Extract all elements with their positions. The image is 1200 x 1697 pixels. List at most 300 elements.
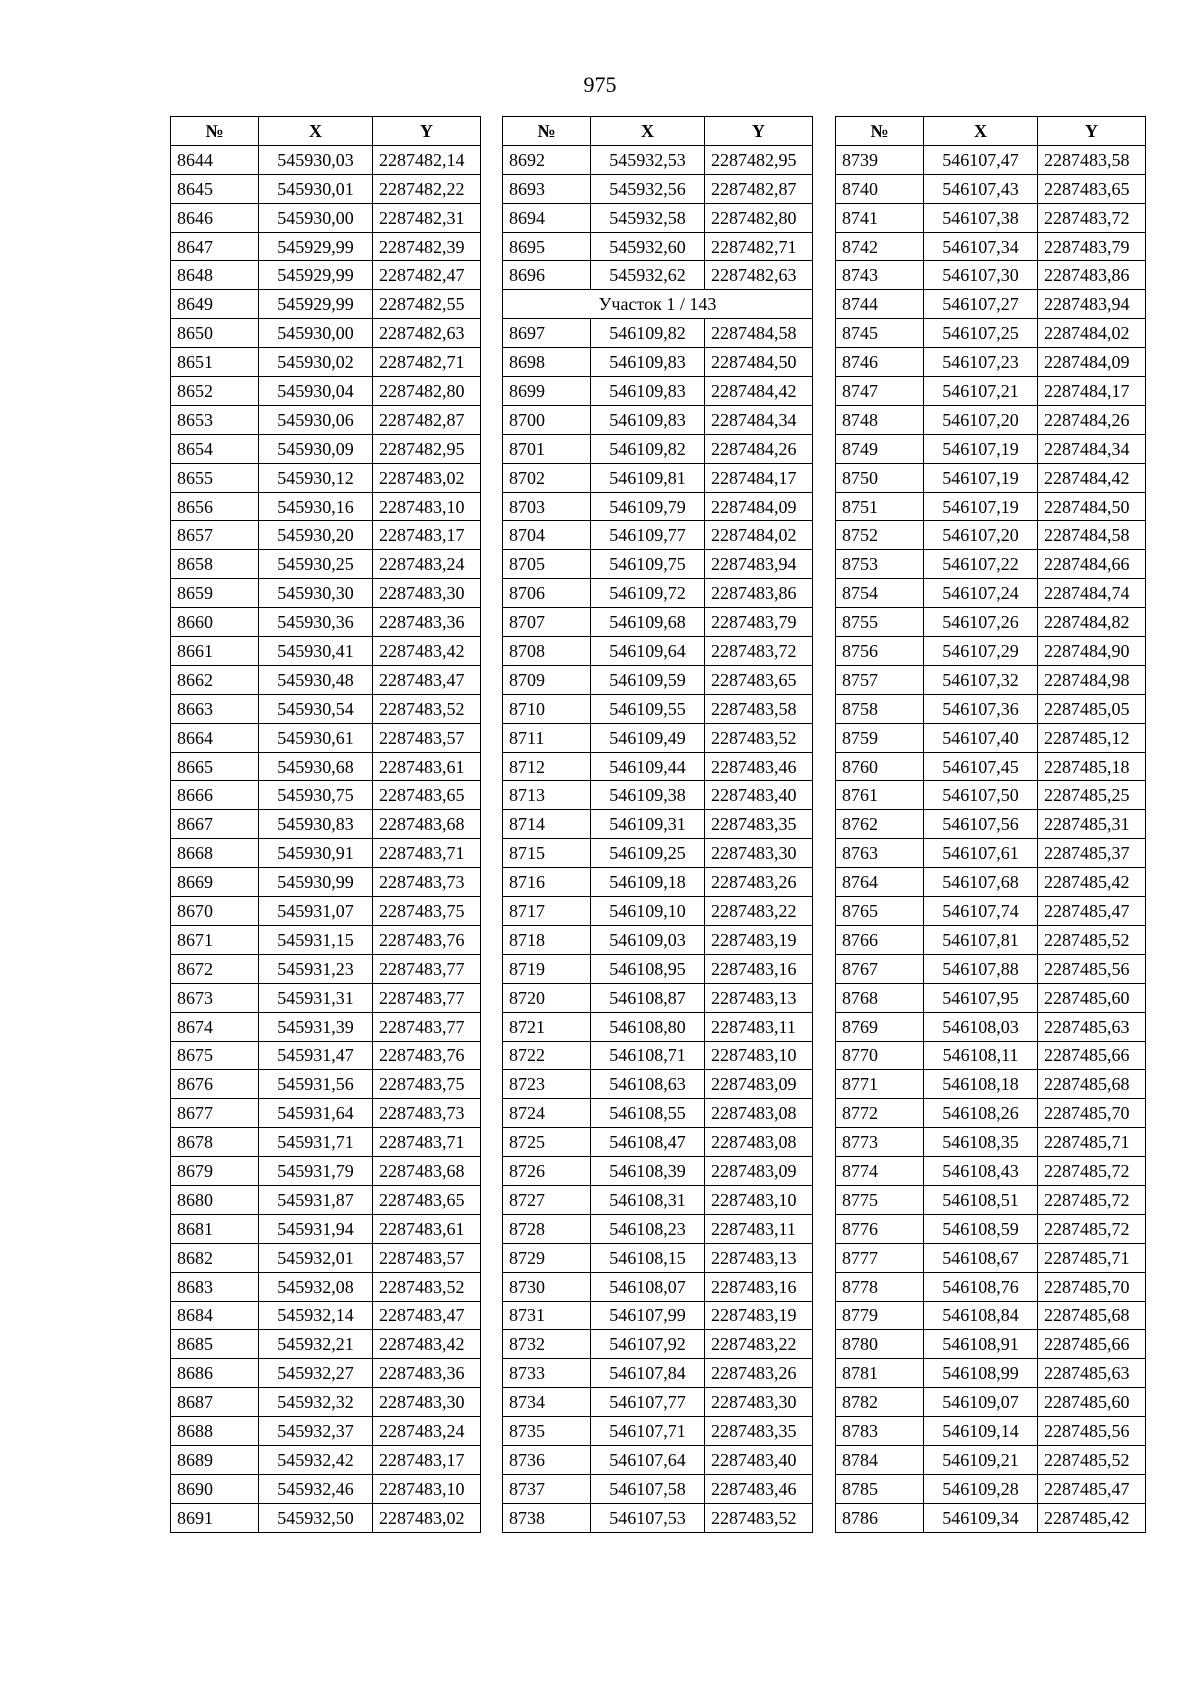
x-coordinate-cell: 545932,27 — [259, 1359, 373, 1388]
x-coordinate-cell: 546108,35 — [924, 1128, 1038, 1157]
x-coordinate-cell: 545930,12 — [259, 463, 373, 492]
table-row — [171, 781, 481, 810]
table-row — [836, 1214, 1146, 1243]
table-row — [503, 377, 813, 406]
table-row — [171, 290, 481, 319]
point-number-cell: 8777 — [836, 1243, 924, 1272]
table-row — [171, 174, 481, 203]
table-row — [836, 868, 1146, 897]
table-row — [836, 232, 1146, 261]
table-row — [503, 1359, 813, 1388]
x-coordinate-cell: 545931,64 — [259, 1099, 373, 1128]
x-coordinate-cell: 546109,83 — [591, 348, 705, 377]
table-row — [503, 1330, 813, 1359]
x-coordinate-cell: 546109,83 — [591, 405, 705, 434]
y-coordinate-cell: 2287484,90 — [1038, 637, 1146, 666]
header-no: № — [836, 117, 924, 146]
x-coordinate-cell: 545930,00 — [259, 203, 373, 232]
point-number-cell: 8778 — [836, 1272, 924, 1301]
x-coordinate-cell: 545932,56 — [591, 174, 705, 203]
y-coordinate-cell: 2287485,42 — [1038, 1503, 1146, 1532]
table-row — [836, 1099, 1146, 1128]
point-number-cell: 8648 — [171, 261, 259, 290]
point-number-cell: 8704 — [503, 521, 591, 550]
table-row — [503, 1445, 813, 1474]
x-coordinate-cell: 545932,42 — [259, 1445, 373, 1474]
y-coordinate-cell: 2287483,10 — [705, 1185, 813, 1214]
x-coordinate-cell: 546109,03 — [591, 925, 705, 954]
y-coordinate-cell: 2287482,80 — [705, 203, 813, 232]
y-coordinate-cell: 2287483,94 — [705, 550, 813, 579]
point-number-cell: 8685 — [171, 1330, 259, 1359]
y-coordinate-cell: 2287483,61 — [373, 752, 481, 781]
table-row — [503, 203, 813, 232]
table-row — [171, 521, 481, 550]
point-number-cell: 8709 — [503, 665, 591, 694]
y-coordinate-cell: 2287483,52 — [705, 723, 813, 752]
table-row — [503, 521, 813, 550]
y-coordinate-cell: 2287484,26 — [705, 434, 813, 463]
y-coordinate-cell: 2287482,22 — [373, 174, 481, 203]
table-row — [836, 1474, 1146, 1503]
point-number-cell: 8663 — [171, 694, 259, 723]
point-number-cell: 8775 — [836, 1185, 924, 1214]
table-row — [171, 492, 481, 521]
y-coordinate-cell: 2287484,17 — [1038, 377, 1146, 406]
x-coordinate-cell: 545932,37 — [259, 1417, 373, 1446]
table-row — [836, 1128, 1146, 1157]
x-coordinate-cell: 546107,20 — [924, 521, 1038, 550]
x-coordinate-cell: 546107,38 — [924, 203, 1038, 232]
point-number-cell: 8754 — [836, 579, 924, 608]
y-coordinate-cell: 2287484,26 — [1038, 405, 1146, 434]
x-coordinate-cell: 546109,79 — [591, 492, 705, 521]
x-coordinate-cell: 546109,81 — [591, 463, 705, 492]
x-coordinate-cell: 545930,61 — [259, 723, 373, 752]
table-row — [171, 752, 481, 781]
table-row — [171, 723, 481, 752]
table-row — [171, 1185, 481, 1214]
point-number-cell: 8737 — [503, 1474, 591, 1503]
point-number-cell: 8771 — [836, 1070, 924, 1099]
table-row — [836, 1445, 1146, 1474]
point-number-cell: 8786 — [836, 1503, 924, 1532]
y-coordinate-cell: 2287482,71 — [373, 348, 481, 377]
table-row — [503, 608, 813, 637]
table-row — [836, 897, 1146, 926]
x-coordinate-cell: 546107,29 — [924, 637, 1038, 666]
table-row — [171, 868, 481, 897]
y-coordinate-cell: 2287483,24 — [373, 550, 481, 579]
table-row — [836, 290, 1146, 319]
y-coordinate-cell: 2287483,10 — [373, 492, 481, 521]
table-row — [503, 319, 813, 348]
table-row — [503, 550, 813, 579]
x-coordinate-cell: 546108,99 — [924, 1359, 1038, 1388]
point-number-cell: 8733 — [503, 1359, 591, 1388]
x-coordinate-cell: 546107,43 — [924, 174, 1038, 203]
table-row — [171, 261, 481, 290]
x-coordinate-cell: 545932,50 — [259, 1503, 373, 1532]
point-number-cell: 8672 — [171, 954, 259, 983]
x-coordinate-cell: 545932,08 — [259, 1272, 373, 1301]
x-coordinate-cell: 545930,41 — [259, 637, 373, 666]
y-coordinate-cell: 2287483,08 — [705, 1128, 813, 1157]
point-number-cell: 8675 — [171, 1041, 259, 1070]
point-number-cell: 8761 — [836, 781, 924, 810]
table-row — [171, 925, 481, 954]
header-row — [171, 117, 481, 146]
table-row — [171, 954, 481, 983]
table-row — [836, 1359, 1146, 1388]
x-coordinate-cell: 546109,25 — [591, 839, 705, 868]
table-row — [171, 1417, 481, 1446]
x-coordinate-cell: 546109,83 — [591, 377, 705, 406]
point-number-cell: 8746 — [836, 348, 924, 377]
y-coordinate-cell: 2287485,63 — [1038, 1012, 1146, 1041]
point-number-cell: 8656 — [171, 492, 259, 521]
table-row — [836, 1330, 1146, 1359]
point-number-cell: 8714 — [503, 810, 591, 839]
table-row — [171, 1214, 481, 1243]
x-coordinate-cell: 546109,38 — [591, 781, 705, 810]
y-coordinate-cell: 2287483,09 — [705, 1070, 813, 1099]
point-number-cell: 8780 — [836, 1330, 924, 1359]
x-coordinate-cell: 545930,20 — [259, 521, 373, 550]
y-coordinate-cell: 2287483,73 — [373, 868, 481, 897]
point-number-cell: 8644 — [171, 145, 259, 174]
y-coordinate-cell: 2287485,66 — [1038, 1041, 1146, 1070]
x-coordinate-cell: 546107,74 — [924, 897, 1038, 926]
point-number-cell: 8649 — [171, 290, 259, 319]
point-number-cell: 8749 — [836, 434, 924, 463]
x-coordinate-cell: 546108,84 — [924, 1301, 1038, 1330]
point-number-cell: 8696 — [503, 261, 591, 290]
header-no: № — [503, 117, 591, 146]
y-coordinate-cell: 2287485,31 — [1038, 810, 1146, 839]
point-number-cell: 8751 — [836, 492, 924, 521]
y-coordinate-cell: 2287483,26 — [705, 868, 813, 897]
y-coordinate-cell: 2287483,73 — [373, 1099, 481, 1128]
table-row — [503, 1157, 813, 1186]
y-coordinate-cell: 2287483,76 — [373, 1041, 481, 1070]
table-row — [503, 261, 813, 290]
x-coordinate-cell: 546108,47 — [591, 1128, 705, 1157]
x-coordinate-cell: 546109,49 — [591, 723, 705, 752]
point-number-cell: 8728 — [503, 1214, 591, 1243]
x-coordinate-cell: 545930,00 — [259, 319, 373, 348]
point-number-cell: 8738 — [503, 1503, 591, 1532]
point-number-cell: 8779 — [836, 1301, 924, 1330]
table-row — [171, 319, 481, 348]
y-coordinate-cell: 2287485,68 — [1038, 1301, 1146, 1330]
table-row — [171, 1157, 481, 1186]
table-row — [836, 665, 1146, 694]
table-row — [836, 694, 1146, 723]
point-number-cell: 8674 — [171, 1012, 259, 1041]
table-row — [171, 1128, 481, 1157]
x-coordinate-cell: 546107,19 — [924, 463, 1038, 492]
point-number-cell: 8747 — [836, 377, 924, 406]
x-coordinate-cell: 546108,43 — [924, 1157, 1038, 1186]
table-row — [503, 1243, 813, 1272]
y-coordinate-cell: 2287485,47 — [1038, 1474, 1146, 1503]
table-row — [503, 1012, 813, 1041]
x-coordinate-cell: 545931,56 — [259, 1070, 373, 1099]
page-number: 975 — [583, 72, 617, 97]
point-number-cell: 8759 — [836, 723, 924, 752]
point-number-cell: 8729 — [503, 1243, 591, 1272]
y-coordinate-cell: 2287483,61 — [373, 1214, 481, 1243]
table-row — [836, 1503, 1146, 1532]
coordinate-table-1 — [170, 116, 481, 1533]
y-coordinate-cell: 2287482,14 — [373, 145, 481, 174]
x-coordinate-cell: 546108,91 — [924, 1330, 1038, 1359]
point-number-cell: 8718 — [503, 925, 591, 954]
point-number-cell: 8651 — [171, 348, 259, 377]
y-coordinate-cell: 2287485,71 — [1038, 1243, 1146, 1272]
x-coordinate-cell: 546107,19 — [924, 492, 1038, 521]
x-coordinate-cell: 545930,75 — [259, 781, 373, 810]
point-number-cell: 8734 — [503, 1388, 591, 1417]
x-coordinate-cell: 546109,82 — [591, 319, 705, 348]
point-number-cell: 8765 — [836, 897, 924, 926]
y-coordinate-cell: 2287483,94 — [1038, 290, 1146, 319]
y-coordinate-cell: 2287483,46 — [705, 752, 813, 781]
point-number-cell: 8760 — [836, 752, 924, 781]
point-number-cell: 8716 — [503, 868, 591, 897]
y-coordinate-cell: 2287483,52 — [373, 1272, 481, 1301]
y-coordinate-cell: 2287484,42 — [1038, 463, 1146, 492]
y-coordinate-cell: 2287483,76 — [373, 925, 481, 954]
x-coordinate-cell: 546109,44 — [591, 752, 705, 781]
point-number-cell: 8773 — [836, 1128, 924, 1157]
x-coordinate-cell: 546109,72 — [591, 579, 705, 608]
x-coordinate-cell: 545930,54 — [259, 694, 373, 723]
point-number-cell: 8666 — [171, 781, 259, 810]
x-coordinate-cell: 545930,48 — [259, 665, 373, 694]
table-row — [503, 174, 813, 203]
point-number-cell: 8677 — [171, 1099, 259, 1128]
x-coordinate-cell: 546109,21 — [924, 1445, 1038, 1474]
x-coordinate-cell: 545930,01 — [259, 174, 373, 203]
point-number-cell: 8670 — [171, 897, 259, 926]
point-number-cell: 8758 — [836, 694, 924, 723]
table-row — [171, 1070, 481, 1099]
table-row — [171, 1301, 481, 1330]
x-coordinate-cell: 545932,58 — [591, 203, 705, 232]
point-number-cell: 8647 — [171, 232, 259, 261]
x-coordinate-cell: 546108,18 — [924, 1070, 1038, 1099]
x-coordinate-cell: 546108,23 — [591, 1214, 705, 1243]
y-coordinate-cell: 2287485,18 — [1038, 752, 1146, 781]
y-coordinate-cell: 2287483,86 — [1038, 261, 1146, 290]
x-coordinate-cell: 545932,62 — [591, 261, 705, 290]
y-coordinate-cell: 2287483,30 — [373, 1388, 481, 1417]
y-coordinate-cell: 2287483,42 — [373, 1330, 481, 1359]
table-row — [171, 579, 481, 608]
point-number-cell: 8739 — [836, 145, 924, 174]
y-coordinate-cell: 2287483,10 — [373, 1474, 481, 1503]
y-coordinate-cell: 2287483,65 — [705, 665, 813, 694]
y-coordinate-cell: 2287482,87 — [705, 174, 813, 203]
table-row — [836, 145, 1146, 174]
y-coordinate-cell: 2287485,70 — [1038, 1272, 1146, 1301]
x-coordinate-cell: 546107,21 — [924, 377, 1038, 406]
table-row — [171, 1012, 481, 1041]
point-number-cell: 8707 — [503, 608, 591, 637]
point-number-cell: 8659 — [171, 579, 259, 608]
point-number-cell: 8726 — [503, 1157, 591, 1186]
y-coordinate-cell: 2287482,71 — [705, 232, 813, 261]
table-row — [503, 1041, 813, 1070]
point-number-cell: 8686 — [171, 1359, 259, 1388]
x-coordinate-cell: 546109,10 — [591, 897, 705, 926]
point-number-cell: 8698 — [503, 348, 591, 377]
y-coordinate-cell: 2287483,26 — [705, 1359, 813, 1388]
x-coordinate-cell: 545931,39 — [259, 1012, 373, 1041]
y-coordinate-cell: 2287485,25 — [1038, 781, 1146, 810]
table-row — [836, 839, 1146, 868]
point-number-cell: 8735 — [503, 1417, 591, 1446]
point-number-cell: 8731 — [503, 1301, 591, 1330]
x-coordinate-cell: 546108,55 — [591, 1099, 705, 1128]
table-row — [503, 839, 813, 868]
y-coordinate-cell: 2287483,47 — [373, 665, 481, 694]
point-number-cell: 8653 — [171, 405, 259, 434]
point-number-cell: 8741 — [836, 203, 924, 232]
y-coordinate-cell: 2287485,60 — [1038, 1388, 1146, 1417]
table-row — [171, 983, 481, 1012]
point-number-cell: 8721 — [503, 1012, 591, 1041]
y-coordinate-cell: 2287483,75 — [373, 897, 481, 926]
y-coordinate-cell: 2287483,79 — [705, 608, 813, 637]
table-row — [836, 174, 1146, 203]
table-row — [171, 1272, 481, 1301]
x-coordinate-cell: 546107,22 — [924, 550, 1038, 579]
x-coordinate-cell: 546107,45 — [924, 752, 1038, 781]
y-coordinate-cell: 2287483,47 — [373, 1301, 481, 1330]
point-number-cell: 8745 — [836, 319, 924, 348]
point-number-cell: 8742 — [836, 232, 924, 261]
table-row — [836, 983, 1146, 1012]
point-number-cell: 8701 — [503, 434, 591, 463]
y-coordinate-cell: 2287483,71 — [373, 839, 481, 868]
point-number-cell: 8691 — [171, 1503, 259, 1532]
y-coordinate-cell: 2287483,22 — [705, 897, 813, 926]
x-coordinate-cell: 546107,40 — [924, 723, 1038, 752]
table-row — [836, 781, 1146, 810]
y-coordinate-cell: 2287483,86 — [705, 579, 813, 608]
x-coordinate-cell: 545932,32 — [259, 1388, 373, 1417]
point-number-cell: 8699 — [503, 377, 591, 406]
y-coordinate-cell: 2287483,35 — [705, 810, 813, 839]
point-number-cell: 8662 — [171, 665, 259, 694]
table-row — [836, 579, 1146, 608]
x-coordinate-cell: 545930,99 — [259, 868, 373, 897]
y-coordinate-cell: 2287483,17 — [373, 1445, 481, 1474]
x-coordinate-cell: 546108,11 — [924, 1041, 1038, 1070]
table-row — [171, 1243, 481, 1272]
x-coordinate-cell: 546107,47 — [924, 145, 1038, 174]
table-row — [836, 1012, 1146, 1041]
table-row — [836, 1272, 1146, 1301]
x-coordinate-cell: 545930,91 — [259, 839, 373, 868]
y-coordinate-cell: 2287483,36 — [373, 1359, 481, 1388]
table-row — [171, 203, 481, 232]
y-coordinate-cell: 2287485,60 — [1038, 983, 1146, 1012]
y-coordinate-cell: 2287485,56 — [1038, 954, 1146, 983]
table-row — [171, 608, 481, 637]
point-number-cell: 8697 — [503, 319, 591, 348]
x-coordinate-cell: 545931,31 — [259, 983, 373, 1012]
y-coordinate-cell: 2287483,65 — [373, 1185, 481, 1214]
table-row — [836, 1185, 1146, 1214]
table-row — [836, 1243, 1146, 1272]
point-number-cell: 8661 — [171, 637, 259, 666]
table-row — [836, 492, 1146, 521]
x-coordinate-cell: 546109,18 — [591, 868, 705, 897]
x-coordinate-cell: 546109,82 — [591, 434, 705, 463]
point-number-cell: 8783 — [836, 1417, 924, 1446]
table-row — [171, 1503, 481, 1532]
point-number-cell: 8748 — [836, 405, 924, 434]
y-coordinate-cell: 2287482,80 — [373, 377, 481, 406]
x-coordinate-cell: 546108,95 — [591, 954, 705, 983]
y-coordinate-cell: 2287483,71 — [373, 1128, 481, 1157]
point-number-cell: 8679 — [171, 1157, 259, 1186]
x-coordinate-cell: 545930,16 — [259, 492, 373, 521]
point-number-cell: 8665 — [171, 752, 259, 781]
point-number-cell: 8774 — [836, 1157, 924, 1186]
table-row — [171, 463, 481, 492]
y-coordinate-cell: 2287483,77 — [373, 983, 481, 1012]
table-row — [836, 1157, 1146, 1186]
x-coordinate-cell: 546108,03 — [924, 1012, 1038, 1041]
table-row — [503, 492, 813, 521]
point-number-cell: 8690 — [171, 1474, 259, 1503]
table-row — [503, 925, 813, 954]
point-number-cell: 8769 — [836, 1012, 924, 1041]
y-coordinate-cell: 2287485,72 — [1038, 1185, 1146, 1214]
y-coordinate-cell: 2287485,72 — [1038, 1214, 1146, 1243]
y-coordinate-cell: 2287483,77 — [373, 954, 481, 983]
header-y: Y — [1038, 117, 1146, 146]
header-no: № — [171, 117, 259, 146]
x-coordinate-cell: 546109,64 — [591, 637, 705, 666]
y-coordinate-cell: 2287483,42 — [373, 637, 481, 666]
table-row — [836, 377, 1146, 406]
y-coordinate-cell: 2287483,52 — [373, 694, 481, 723]
point-number-cell: 8683 — [171, 1272, 259, 1301]
point-number-cell: 8702 — [503, 463, 591, 492]
x-coordinate-cell: 546109,55 — [591, 694, 705, 723]
x-coordinate-cell: 546107,61 — [924, 839, 1038, 868]
table-row — [171, 897, 481, 926]
table-row — [503, 752, 813, 781]
y-coordinate-cell: 2287482,47 — [373, 261, 481, 290]
table-row — [836, 1041, 1146, 1070]
table-row — [171, 550, 481, 579]
x-coordinate-cell: 546107,95 — [924, 983, 1038, 1012]
table-row — [171, 1359, 481, 1388]
table-row — [503, 1099, 813, 1128]
point-number-cell: 8736 — [503, 1445, 591, 1474]
x-coordinate-cell: 545930,02 — [259, 348, 373, 377]
y-coordinate-cell: 2287483,16 — [705, 954, 813, 983]
table-row — [171, 839, 481, 868]
y-coordinate-cell: 2287483,30 — [373, 579, 481, 608]
